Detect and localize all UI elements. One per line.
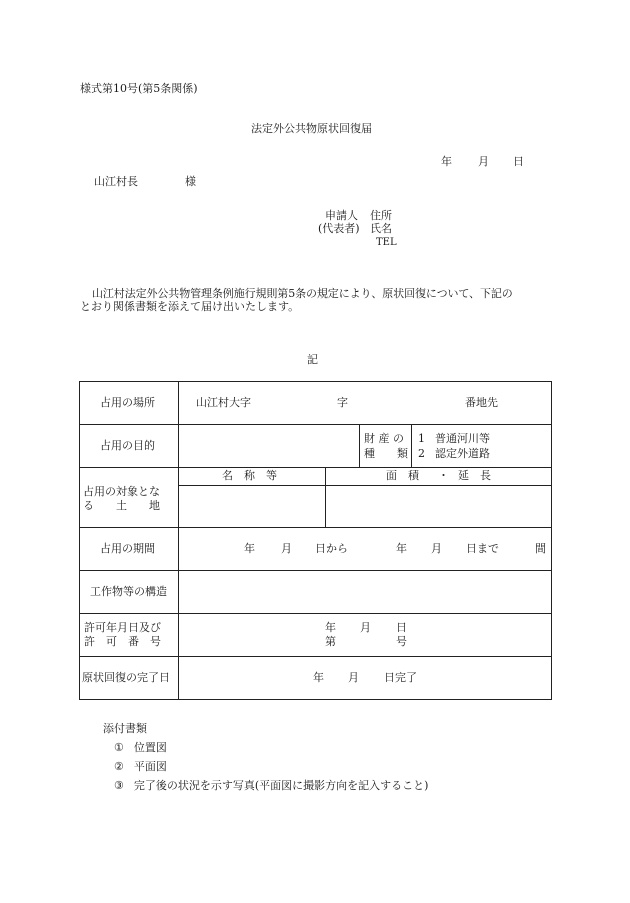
name-label: 氏名: [370, 222, 392, 235]
page-title: 法定外公共物原状回復届: [251, 122, 372, 135]
attachment-text: 平面図: [133, 760, 167, 773]
purpose-label: 占用の目的: [100, 439, 155, 452]
permit-label-2: 許 可 番 号: [84, 635, 161, 648]
attachment-text: 位置図: [133, 741, 167, 754]
body-line-2: とおり関係書類を添えて届け出いたします。: [80, 300, 300, 313]
period-from-year: 年: [244, 542, 255, 555]
permit-day: 日: [396, 621, 407, 634]
permit-go: 号: [396, 635, 407, 648]
place-banchi: 番地先: [465, 396, 498, 409]
completion-day: 日完了: [384, 671, 417, 684]
completion-year: 年: [313, 671, 324, 684]
attachment-mark: ①: [114, 741, 124, 754]
tel-label: TEL: [376, 237, 397, 248]
target-label-2: る 土 地: [83, 499, 160, 512]
col-area-header-b: 延 長: [458, 469, 491, 482]
period-between: 間: [535, 542, 546, 555]
addressee-name: 山江村長: [94, 175, 138, 188]
address-label: 住所: [370, 209, 392, 222]
attachment-item: [114, 741, 167, 754]
option-2-number: 2: [418, 447, 425, 460]
property-type-label-1: 財 産 の: [364, 432, 404, 445]
option-1-number: 1: [418, 432, 425, 445]
ki-heading: 記: [307, 353, 318, 366]
permit-dai: 第: [325, 635, 336, 648]
period-from-day: 日から: [315, 542, 348, 555]
applicant-role: 申請人: [325, 209, 358, 222]
representative-role: (代表者): [318, 222, 360, 235]
date-year: 年: [441, 155, 452, 168]
col-area-header-a: 面 積: [386, 469, 419, 482]
period-to-year: 年: [396, 542, 407, 555]
permit-label-1: 許可年月日及び: [84, 621, 161, 634]
form-number: 様式第10号(第5条関係): [80, 82, 198, 95]
structure-label: 工作物等の構造: [90, 585, 167, 598]
permit-year: 年: [325, 621, 336, 634]
option-2-text: 認定外道路: [435, 447, 490, 460]
period-from-month: 月: [281, 542, 292, 555]
date-month: 月: [478, 155, 489, 168]
col-name-header: 名 称 等: [222, 469, 277, 482]
col-area-header-dot: ・: [438, 469, 449, 482]
property-type-label-2: 種 類: [364, 447, 408, 460]
body-line-1: 山江村法定外公共物管理条例施行規則第5条の規定により、原状回復について、下記の: [92, 287, 513, 300]
permit-month: 月: [360, 621, 371, 634]
addressee-honorific: 様: [185, 175, 196, 188]
attachments-heading: 添付書類: [103, 722, 147, 735]
date-day: 日: [513, 155, 524, 168]
period-label: 占用の期間: [100, 542, 155, 555]
attachment-item: [114, 779, 428, 792]
attachment-text: 完了後の状況を示す写真(平面図に撮影方向を記入すること): [133, 779, 429, 792]
completion-month: 月: [348, 671, 359, 684]
attachment-item: [114, 760, 167, 773]
option-1-text: 普通河川等: [435, 432, 490, 445]
period-to-day: 日まで: [466, 542, 499, 555]
attachment-mark: ③: [114, 779, 124, 792]
place-village: 山江村大字: [196, 396, 251, 409]
period-to-month: 月: [431, 542, 442, 555]
completion-label: 原状回復の完了日: [82, 671, 170, 684]
attachment-mark: ②: [114, 760, 124, 773]
place-label: 占用の場所: [100, 396, 155, 409]
place-aza: 字: [337, 396, 348, 409]
target-label-1: 占用の対象とな: [83, 485, 160, 498]
